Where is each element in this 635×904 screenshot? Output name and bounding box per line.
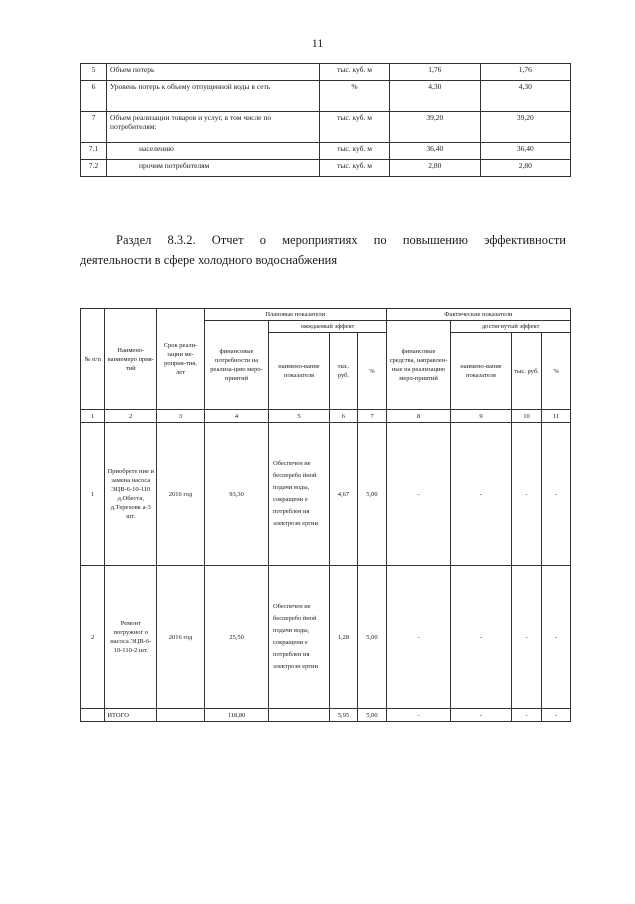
header-achieved-effect: достигнутый эффект bbox=[451, 321, 571, 333]
measure-term-cell bbox=[157, 566, 205, 709]
row-name: прочим потребителям bbox=[107, 160, 320, 177]
measure-name-cell bbox=[105, 423, 157, 566]
header-term: Срок реали-зации ме-роприя-тия, лет bbox=[157, 309, 205, 410]
column-index: 9 bbox=[451, 410, 511, 423]
total-fact-finance: - bbox=[386, 709, 451, 722]
row-fact-value: 4,30 bbox=[480, 81, 570, 112]
measure-effect-thousand: 1,28 bbox=[337, 633, 350, 641]
total-ach-thousand: - bbox=[511, 709, 542, 722]
measure-effect-percent: 5,00 bbox=[366, 490, 378, 498]
measure-effect-thousand: 4,67 bbox=[337, 490, 350, 498]
measure-ach-thousand-cell bbox=[511, 566, 542, 709]
row-number: 7.1 bbox=[81, 143, 107, 160]
measure-fact-finance: - bbox=[417, 633, 420, 641]
total-row bbox=[81, 709, 571, 722]
measure-ach-name: - bbox=[479, 490, 483, 498]
header-effect-thousand: тыс. руб. bbox=[329, 333, 358, 410]
measure-effect-percent-cell bbox=[358, 423, 387, 566]
column-index: 10 bbox=[511, 410, 542, 423]
row-plan-value: 39,20 bbox=[390, 112, 480, 143]
header-effect-percent: % bbox=[358, 333, 387, 410]
section-heading-line-2: деятельности в сфере холодного водоснабжения bbox=[80, 253, 338, 267]
row-name: населению bbox=[107, 143, 320, 160]
measures-table bbox=[80, 308, 571, 722]
measure-fact-finance: - bbox=[417, 490, 420, 498]
measure-ach-percent-cell bbox=[542, 423, 571, 566]
measure-ach-percent: - bbox=[555, 490, 558, 498]
row-plan-value: 36,40 bbox=[390, 143, 480, 160]
header-plan-finance: финансовые потребности на реализа-цию меро-приятий bbox=[204, 321, 269, 410]
header-ach-name: наимено-вание показателя bbox=[451, 333, 511, 410]
measure-number-cell bbox=[81, 566, 105, 709]
column-index: 2 bbox=[105, 410, 157, 423]
measure-ach-name: - bbox=[479, 633, 483, 641]
losses-table bbox=[80, 63, 571, 177]
total-ach-percent: - bbox=[542, 709, 571, 722]
column-index: 3 bbox=[157, 410, 205, 423]
header-plan-group: Плановые показатели bbox=[204, 309, 386, 321]
header-expected-effect: ожидаемый эффект bbox=[269, 321, 386, 333]
row-name: Объем потерь bbox=[107, 64, 320, 81]
total-ach-name: - bbox=[451, 709, 511, 722]
column-index-row bbox=[81, 410, 571, 423]
section-heading-line-1: Раздел 8.3.2. Отчет о мероприятиях по повышению эффективности bbox=[116, 233, 566, 247]
total-effect-thousand: 5,95 bbox=[329, 709, 358, 722]
row-plan-value: 2,80 bbox=[390, 160, 480, 177]
measure-fact-finance-cell bbox=[386, 566, 451, 709]
row-fact-value: 39,20 bbox=[480, 112, 570, 143]
measure-effect-percent: 5,00 bbox=[366, 633, 378, 641]
row-unit: тыс. куб. м bbox=[319, 143, 389, 160]
row-plan-value: 4,30 bbox=[390, 81, 480, 112]
row-unit: тыс. куб. м bbox=[319, 160, 389, 177]
measure-ach-thousand: - bbox=[525, 490, 528, 498]
measure-fact-finance-cell bbox=[386, 423, 451, 566]
row-fact-value: 2,80 bbox=[480, 160, 570, 177]
header-name: Наимено-ваниемеро прия-тий bbox=[105, 309, 157, 410]
row-fact-value: 36,40 bbox=[480, 143, 570, 160]
measure-ach-name-cell bbox=[451, 423, 511, 566]
measure-ach-percent-cell bbox=[542, 566, 571, 709]
measure-ach-thousand: - bbox=[525, 633, 528, 641]
table-row bbox=[81, 64, 571, 81]
measure-effect-percent-cell bbox=[358, 566, 387, 709]
table-row bbox=[81, 81, 571, 112]
measure-name: Ремонт погружног о насоса ЭЦВ-6-10-110-2 шт. bbox=[110, 620, 152, 654]
row-unit: % bbox=[319, 81, 389, 112]
measure-ach-thousand-cell bbox=[511, 423, 542, 566]
total-label: ИТОГО bbox=[105, 709, 157, 722]
measure-number: 1 bbox=[91, 490, 95, 498]
measure-term: 2016 год bbox=[168, 490, 193, 498]
header-ach-percent: % bbox=[542, 333, 571, 410]
header-num: № п/п bbox=[81, 309, 105, 410]
row-plan-value: 1,76 bbox=[390, 64, 480, 81]
measure-number: 2 bbox=[91, 633, 95, 641]
column-index: 4 bbox=[204, 410, 269, 423]
measure-number-cell bbox=[81, 423, 105, 566]
measure-effect-name-cell bbox=[269, 423, 329, 566]
measure-effect-name: Обеспечен ие бесперебо йной подачи воды, сокращени е потреблен ия электроэн ергии bbox=[272, 603, 319, 670]
column-index: 5 bbox=[269, 410, 329, 423]
table-row bbox=[81, 112, 571, 143]
measure-plan-finance: 25,50 bbox=[229, 633, 244, 641]
row-number: 5 bbox=[81, 64, 107, 81]
measure-plan-finance: 93,30 bbox=[229, 490, 244, 498]
table-row bbox=[81, 143, 571, 160]
table-row bbox=[81, 423, 571, 566]
row-unit: тыс. куб. м bbox=[319, 112, 389, 143]
row-name: Уровень потерь к объему отпущенной воды в сеть bbox=[107, 81, 320, 112]
header-fact-group: Фактические показатели bbox=[386, 309, 570, 321]
table-row bbox=[81, 160, 571, 177]
measure-effect-thousand-cell bbox=[329, 566, 358, 709]
header-fact-finance: финансовые средства, направлен-ные на реализацию меро-приятий bbox=[386, 321, 451, 410]
measure-term: 2016 год bbox=[168, 633, 193, 641]
total-empty-term bbox=[157, 709, 205, 722]
total-empty-num bbox=[81, 709, 105, 722]
measure-plan-finance-cell bbox=[204, 423, 269, 566]
column-index: 11 bbox=[542, 410, 571, 423]
row-number: 6 bbox=[81, 81, 107, 112]
measure-effect-name-cell bbox=[269, 566, 329, 709]
total-effect-percent: 5,00 bbox=[358, 709, 387, 722]
table-row bbox=[81, 566, 571, 709]
measure-name-cell bbox=[105, 566, 157, 709]
row-number: 7.2 bbox=[81, 160, 107, 177]
measure-effect-name: Обеспечен ие бесперебо йной подачи воды, сокращени е потреблен ия электроэн ергии bbox=[272, 460, 319, 527]
column-index: 8 bbox=[386, 410, 451, 423]
row-number: 7 bbox=[81, 112, 107, 143]
measure-effect-thousand-cell bbox=[329, 423, 358, 566]
measure-term-cell bbox=[157, 423, 205, 566]
page-number: 11 bbox=[311, 36, 324, 50]
measure-ach-name-cell bbox=[451, 566, 511, 709]
row-name: Объем реализации товаров и услуг, в том числе по потребителям: bbox=[107, 112, 320, 143]
column-index: 6 bbox=[329, 410, 358, 423]
measure-plan-finance-cell bbox=[204, 566, 269, 709]
header-ach-thousand: тыс. руб. bbox=[511, 333, 542, 410]
total-empty-effect bbox=[269, 709, 329, 722]
row-fact-value: 1,76 bbox=[480, 64, 570, 81]
section-heading bbox=[80, 230, 566, 270]
measure-ach-percent: - bbox=[555, 633, 558, 641]
header-effect-name: наимено-вание показателя bbox=[269, 333, 329, 410]
total-plan-finance: 118,80 bbox=[204, 709, 269, 722]
column-index: 7 bbox=[358, 410, 387, 423]
measure-name: Приобрете ние и замена насоса ЭЦВ-6-10-110 д.Обеста, д.Тереховк а-3 шт. bbox=[107, 468, 154, 520]
row-unit: тыс. куб. м bbox=[319, 64, 389, 81]
column-index: 1 bbox=[81, 410, 105, 423]
